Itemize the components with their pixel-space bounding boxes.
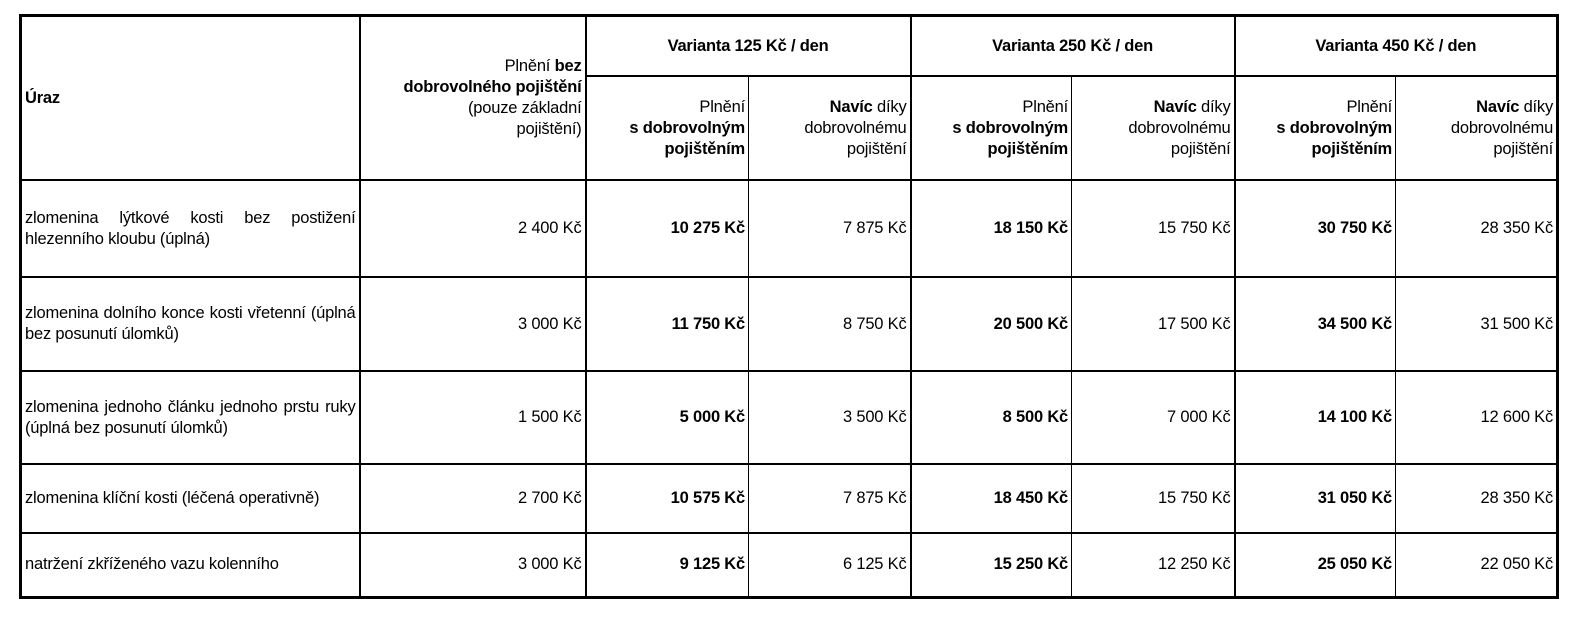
row-v250-with: 18 150 Kč xyxy=(911,180,1072,277)
row-v125-extra: 8 750 Kč xyxy=(749,277,911,371)
row-v450-extra: 28 350 Kč xyxy=(1396,180,1558,277)
row-v125-with: 10 275 Kč xyxy=(586,180,749,277)
row-v250-with: 18 450 Kč xyxy=(911,464,1072,533)
row-uraz: zlomenina klíční kosti (léčená operativně) xyxy=(21,464,360,533)
row-basic: 2 400 Kč xyxy=(360,180,586,277)
table-row xyxy=(21,533,1558,597)
row-v125-extra: 7 875 Kč xyxy=(749,180,911,277)
row-uraz: zlomenina lýtkové kosti bez postižení hlezenního kloubu (úplná) xyxy=(21,180,360,277)
row-v450-with: 31 050 Kč xyxy=(1235,464,1396,533)
row-v250-extra: 12 250 Kč xyxy=(1072,533,1235,597)
header-v125-extra: Navíc díky dobrovolnému pojištění xyxy=(749,76,911,180)
header-v125-with: Plnění s dobrovolným pojištěním xyxy=(586,76,749,180)
header-variant-450: Varianta 450 Kč / den xyxy=(1235,16,1558,77)
row-basic: 3 000 Kč xyxy=(360,533,586,597)
row-v250-with: 15 250 Kč xyxy=(911,533,1072,597)
row-v450-with: 25 050 Kč xyxy=(1235,533,1396,597)
header-variant-125: Varianta 125 Kč / den xyxy=(586,16,911,77)
header-v450-extra: Navíc díky dobrovolnému pojištění xyxy=(1396,76,1558,180)
row-uraz: natržení zkříženého vazu kolenního xyxy=(21,533,360,597)
row-v250-extra: 7 000 Kč xyxy=(1072,371,1235,464)
table-row xyxy=(21,371,1558,464)
table-row xyxy=(21,180,1558,277)
row-v250-with: 20 500 Kč xyxy=(911,277,1072,371)
row-v250-extra: 15 750 Kč xyxy=(1072,464,1235,533)
row-v450-extra: 31 500 Kč xyxy=(1396,277,1558,371)
row-basic: 1 500 Kč xyxy=(360,371,586,464)
row-v125-with: 10 575 Kč xyxy=(586,464,749,533)
insurance-comparison-table xyxy=(19,14,1559,599)
row-v125-extra: 7 875 Kč xyxy=(749,464,911,533)
header-variant-250: Varianta 250 Kč / den xyxy=(911,16,1235,77)
header-v250-extra: Navíc díky dobrovolnému pojištění xyxy=(1072,76,1235,180)
row-v125-extra: 6 125 Kč xyxy=(749,533,911,597)
row-v450-extra: 28 350 Kč xyxy=(1396,464,1558,533)
row-v125-extra: 3 500 Kč xyxy=(749,371,911,464)
row-v250-with: 8 500 Kč xyxy=(911,371,1072,464)
row-uraz: zlomenina dolního konce kosti vřetenní (úplná bez posunutí úlomků) xyxy=(21,277,360,371)
row-v125-with: 11 750 Kč xyxy=(586,277,749,371)
header-basic-coverage: Plnění bez dobrovolného pojištění (pouze základní pojištění) xyxy=(360,16,586,181)
row-v450-with: 34 500 Kč xyxy=(1235,277,1396,371)
row-v125-with: 5 000 Kč xyxy=(586,371,749,464)
insurance-table-container xyxy=(19,14,1559,599)
table-row xyxy=(21,277,1558,371)
header-uraz: Úraz xyxy=(21,16,360,181)
row-v450-extra: 22 050 Kč xyxy=(1396,533,1558,597)
row-basic: 2 700 Kč xyxy=(360,464,586,533)
row-v450-with: 30 750 Kč xyxy=(1235,180,1396,277)
header-v450-with: Plnění s dobrovolným pojištěním xyxy=(1235,76,1396,180)
row-v450-extra: 12 600 Kč xyxy=(1396,371,1558,464)
row-v125-with: 9 125 Kč xyxy=(586,533,749,597)
table-row xyxy=(21,464,1558,533)
row-v450-with: 14 100 Kč xyxy=(1235,371,1396,464)
header-v250-with: Plnění s dobrovolným pojištěním xyxy=(911,76,1072,180)
row-basic: 3 000 Kč xyxy=(360,277,586,371)
row-v250-extra: 15 750 Kč xyxy=(1072,180,1235,277)
row-uraz: zlomenina jednoho článku jednoho prstu ruky (úplná bez posunutí úlomků) xyxy=(21,371,360,464)
row-v250-extra: 17 500 Kč xyxy=(1072,277,1235,371)
